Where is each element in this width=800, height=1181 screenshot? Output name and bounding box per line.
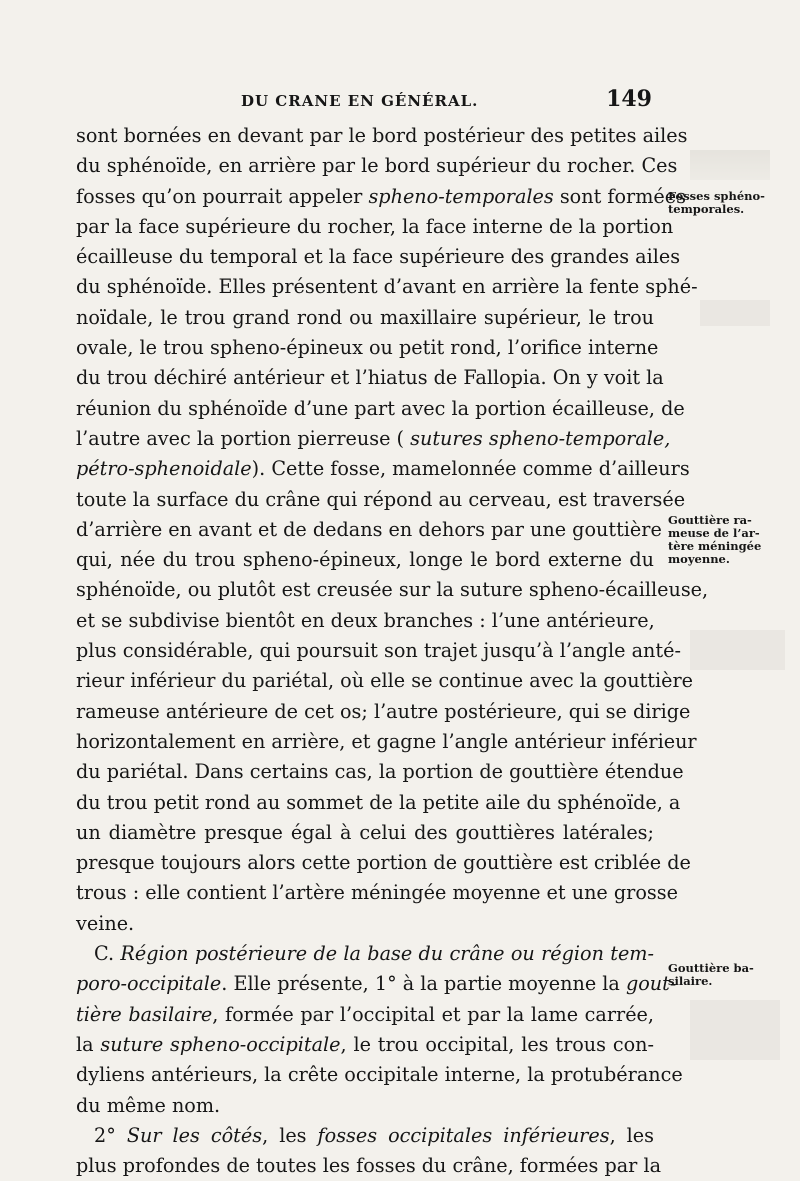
text-line	[76, 1030, 654, 1060]
italic-text: spheno-temporales	[368, 184, 554, 208]
italic-text: poro-occipitale	[76, 972, 222, 996]
text-line	[76, 1151, 662, 1181]
margin-note-line: Gouttière ba-	[668, 961, 754, 975]
text-run: ). Cette fosse, mamelonnée comme d’ailleurs	[251, 457, 690, 481]
italic-text: fosses occipitales inférieures	[317, 1123, 610, 1147]
margin-note-line: Fosses sphéno-	[668, 189, 765, 203]
text-line	[76, 1091, 654, 1121]
text-line	[76, 272, 698, 302]
text-line	[76, 212, 674, 242]
italic-text: Sur les côtés	[126, 1123, 263, 1147]
italic-text: suture spheno-occipitale	[100, 1032, 341, 1056]
text-line	[76, 727, 697, 757]
text-run: plus considérable, qui poursuit son trajet jusqu’à l’angle anté-	[76, 639, 681, 663]
text-line	[76, 242, 681, 272]
text-run: sont bornées en devant par le bord postérieur des petites ailes	[76, 124, 688, 147]
text-line	[76, 545, 654, 575]
text-run: la	[76, 1032, 101, 1056]
text-run: sont formées	[553, 184, 686, 208]
text-run: sphénoïde, ou plutôt est creusée sur la suture spheno-écailleuse,	[76, 578, 709, 602]
running-title: DU CRANE EN GÉNÉRAL.	[241, 92, 479, 110]
page-number: 149	[606, 86, 652, 112]
bleed-through-mark	[700, 300, 770, 326]
text-line	[76, 303, 654, 333]
margin-note-line: temporales.	[668, 202, 745, 216]
text-line	[76, 121, 688, 151]
italic-text: sutures spheno-temporale,	[410, 426, 671, 450]
text-run: , formée par l’occipital et par la lame carrée,	[212, 1002, 655, 1026]
text-line	[76, 485, 686, 515]
text-run: du trou déchiré antérieur et l’hiatus de Fallopia. On y voit la	[76, 366, 664, 390]
text-line	[76, 909, 654, 939]
text-run: par la face supérieure du rocher, la face interne de la portion	[76, 214, 674, 238]
text-line	[76, 182, 686, 212]
text-run: , le trou occipital, les trous con-	[340, 1032, 654, 1056]
text-line	[76, 333, 659, 363]
text-run: rameuse antérieure de cet os; l’autre postérieure, qui se dirige	[76, 699, 691, 723]
text-run: trous : elle contient l’artère méningée moyenne et une grosse	[76, 881, 678, 905]
text-run: réunion du sphénoïde d’une part avec la portion écailleuse, de	[76, 396, 685, 420]
text-run: plus profondes de toutes les fosses du crâne, formées par la	[76, 1154, 662, 1178]
text-run: écailleuse du temporal et la face supérieure des grandes ailes	[76, 245, 681, 269]
bleed-through-mark	[690, 630, 785, 670]
text-line	[76, 818, 654, 848]
text-line	[76, 363, 664, 393]
text-line	[76, 788, 681, 818]
text-line	[76, 1121, 654, 1151]
text-run: , les	[609, 1123, 655, 1147]
text-line	[76, 575, 709, 605]
text-line	[76, 878, 678, 908]
bleed-through-mark	[690, 150, 770, 180]
text-run: du même nom.	[76, 1093, 221, 1117]
text-run: presque toujours alors cette portion de gouttière est criblée de	[76, 851, 691, 875]
text-run: un diamètre presque égal à celui des gouttières latérales;	[76, 820, 654, 844]
text-run: fosses qu’on pourrait appeler	[76, 184, 369, 208]
text-line	[76, 636, 681, 666]
italic-text: tière basilaire	[76, 1002, 213, 1026]
text-line	[76, 1060, 683, 1090]
text-run: qui, née du trou spheno-épineux, longe le bord externe du	[76, 548, 654, 572]
text-run: horizontalement en arrière, et gagne l’angle antérieur inférieur	[76, 729, 697, 753]
text-run: noïdale, le trou grand rond ou maxillaire supérieur, le trou	[76, 305, 654, 329]
text-run: . Elle présente, 1° à la partie moyenne la	[221, 972, 626, 996]
text-run: et se subdivise bientôt en deux branches : l’une antérieure,	[76, 608, 655, 632]
text-line	[76, 394, 685, 424]
text-run: veine.	[76, 911, 135, 935]
text-run: du sphénoïde. Elles présentent d’avant en arrière la fente sphé-	[76, 275, 698, 299]
text-line	[76, 606, 654, 636]
text-line	[76, 939, 654, 969]
text-line	[76, 151, 678, 181]
text-run: l’autre avec la portion pierreuse (	[76, 426, 411, 450]
text-run: toute la surface du crâne qui répond au cerveau, est traversée	[76, 487, 686, 511]
text-run: , les	[262, 1123, 318, 1147]
italic-text: Région postérieure de la base du crâne ou région tem-	[120, 942, 654, 966]
text-line	[76, 697, 691, 727]
text-run: dyliens antérieurs, la crête occipitale interne, la protubérance	[76, 1063, 683, 1087]
margin-note-line: meuse de l’ar-	[668, 526, 760, 540]
text-run: du pariétal. Dans certains cas, la portion de gouttière étendue	[76, 760, 684, 784]
italic-text: pétro-sphenoidale	[76, 457, 252, 481]
text-line	[76, 666, 693, 696]
text-line	[76, 424, 671, 454]
text-run: du trou petit rond au sommet de la petite aile du sphénoïde, a	[76, 790, 681, 814]
text-line	[76, 1000, 654, 1030]
text-run: du sphénoïde, en arrière par le bord supérieur du rocher. Ces	[76, 154, 678, 178]
margin-note-line: silaire.	[668, 974, 713, 988]
text-run: 2°	[94, 1123, 127, 1147]
bleed-through-mark	[690, 1000, 780, 1060]
text-line	[76, 757, 684, 787]
page-header	[76, 86, 656, 120]
italic-text: gout-	[625, 972, 677, 996]
text-run: ovale, le trou spheno-épineux ou petit rond, l’orifice interne	[76, 336, 659, 360]
text-run: C.	[94, 942, 121, 966]
margin-note-line: moyenne.	[668, 552, 730, 566]
margin-note-gouttiere-basilaire	[668, 962, 796, 988]
margin-note-fosses-spheno-temporales	[668, 190, 796, 216]
text-run: rieur inférieur du pariétal, où elle se continue avec la gouttière	[76, 669, 693, 693]
margin-note-line: Gouttière ra-	[668, 513, 752, 527]
margin-note-line: tère méningée	[668, 539, 762, 553]
body-text	[76, 121, 709, 1181]
text-run: d’arrière en avant et de dedans en dehors par une gouttière	[76, 517, 662, 541]
text-line	[76, 454, 690, 484]
margin-note-gouttiere-rameuse	[668, 514, 796, 566]
text-line	[76, 848, 691, 878]
text-line	[76, 515, 662, 545]
text-line	[76, 969, 677, 999]
